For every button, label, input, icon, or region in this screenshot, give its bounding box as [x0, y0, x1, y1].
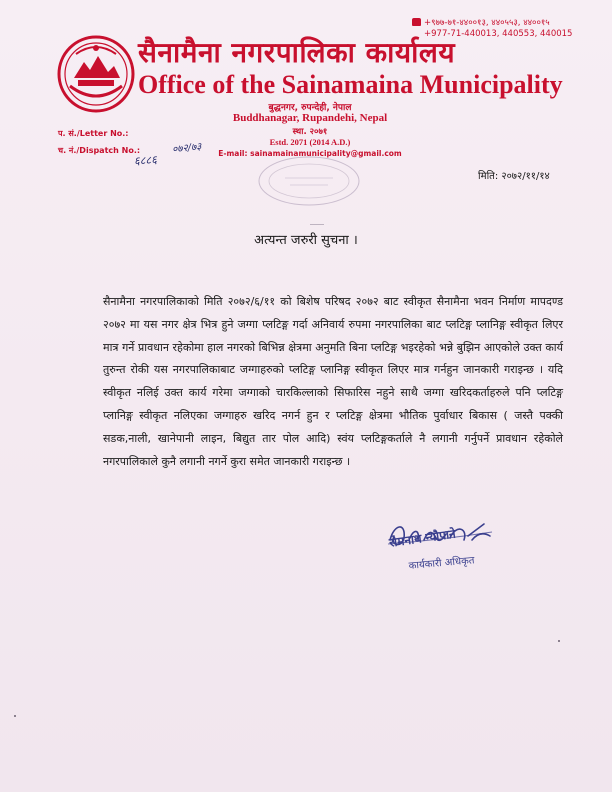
- established-nepali: स्था. २०७१: [292, 127, 328, 137]
- phone-english: +977-71-440013, 440553, 440015: [424, 29, 573, 39]
- telephone-icon: [412, 18, 421, 26]
- municipality-emblem-logo: [56, 34, 136, 114]
- letter-no-value: ०७२/७३: [171, 141, 203, 156]
- signatory-name: रोमनाथ न्यौपाने: [388, 526, 457, 550]
- scan-speck: [14, 715, 16, 717]
- notice-body: सैनामैना नगरपालिकाको मिति २०७२/६/११ को बिशेष परिषद २०७२ बाट स्वीकृत सैनामैना भवन निर्माण मापदण्ड २०७२ मा यस नगर क्षेत्र भित्र हुने जग्गा प्लटिङ्ग गर्दा अनिवार्य रुपमा नगरपालिका बाट प्लटिङ्ग प्लानिङ्ग स्वीकृत लिएर मात्र गर्ने प्रावधान रहेकोमा हाल नगरको बिभिन्न क्षेत्रमा अनुमति बिना प्लटिङ्ग भइरहेको भन्ने बुझिन आएकोले उक्त कार्य तुरुन्त रोकी यस नगरपालिकाबाट जग्गाहरुको प्लटिङ्ग प्लानिङ्ग स्वीकृत लिएर मात्र गर्नहुन जानकारी गराइन्छ । यदि स्वीकृत नलिई उक्त कार्य गरेमा जग्गाको चारकिल्लाको सिफारिस नहुने साथै जग्गा खरिदकर्ताहरुले पनि प्लटिङ्ग प्लानिङ्ग स्वीकृत नलिएका जग्गाहरु खरिद नगर्न हुन र प्लटिङ्ग क्षेत्रमा भौतिक पुर्वाधार बिकास ( जस्तै पक्की सडक,नाली, खानेपानी लाइन, बिद्युत तार पोल आदि) स्वंय प्लटिङ्गकर्ताले नै लगानी गर्नुपर्ने प्रावधान रहेकोले नगरपालिकाले कुनै लगानी नगर्ने कुरा समेत जानकारी गराइन्छ ।: [103, 295, 563, 468]
- address-english: Buddhanagar, Rupandehi, Nepal: [232, 112, 388, 124]
- phone-nepali: +९७७-७१-४४००१३, ४४०५५३, ४४००१५: [424, 18, 550, 28]
- letter-date: मिति: २०७२/११/१४: [478, 171, 550, 182]
- dispatch-no-label: च. नं./Dispatch No.:: [58, 146, 141, 155]
- letter-no-label: प. सं./Letter No.:: [58, 129, 129, 138]
- office-title-english: Office of the Sainamaina Municipality: [138, 70, 563, 99]
- dispatch-no-value: ६८८६: [133, 153, 158, 168]
- established-english: Estd. 2071 (2014 A.D.): [269, 137, 351, 147]
- signatory-designation: कार्यकारी अधिकृत: [408, 555, 475, 572]
- scan-speck: [558, 640, 560, 642]
- office-email: E-mail: sainamainamunicipality@gmail.com: [218, 149, 402, 158]
- office-title-nepali: सैनामैना नगरपालिका कार्यालय: [138, 36, 456, 69]
- address-nepali: बुद्धनगर, रुपन्देही, नेपाल: [268, 103, 352, 113]
- notice-title: अत्यन्त जरुरी सुचना ।: [254, 233, 358, 248]
- faint-mark: [310, 216, 324, 225]
- office-seal-stamp: [250, 152, 368, 210]
